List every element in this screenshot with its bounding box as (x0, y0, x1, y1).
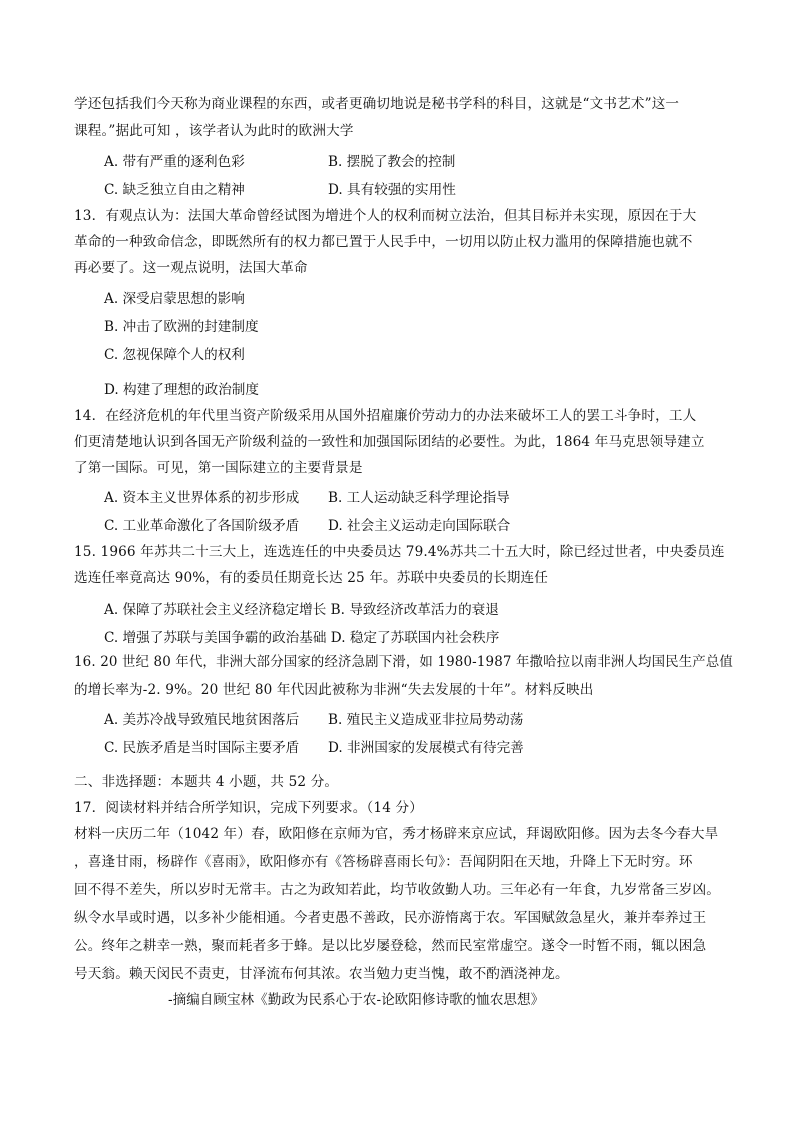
q16-option-b: B. 殖民主义造成亚非拉局势动荡 (328, 712, 524, 728)
q15-stem-line-2: 选连任率竟高达 90%，有的委员任期竟长达 25 年。苏联中央委员的长期连任 (74, 570, 548, 586)
q13-option-b: B. 冲击了欧洲的封建制度 (104, 319, 259, 335)
section-2-heading: 二、非选择题：本题共 4 小题，共 52 分。 (74, 774, 339, 790)
q14-option-a: A. 资本主义世界体系的初步形成 (104, 490, 300, 506)
q16-option-c: C. 民族矛盾是当时国际主要矛盾 (104, 740, 300, 756)
q13-stem-line-2: 革命的一种致命信念，即既然所有的权力都已置于人民手中，一切用以防止权力滥用的保障措施也就不 (74, 234, 693, 250)
q16-option-d: D. 非洲国家的发展模式有待完善 (328, 740, 524, 756)
q14-stem-line-3: 了第一国际。可见，第一国际建立的主要背景是 (74, 460, 363, 476)
q12-stem-line-1: 学还包括我们今天称为商业课程的东西，或者更确切地说是秘书学科的科目，这就是“文书艺术”这一 (74, 96, 680, 112)
q14-option-b: B. 工人运动缺乏科学理论指导 (328, 490, 510, 506)
q13-option-a: A. 深受启蒙思想的影响 (104, 291, 245, 307)
q12-option-c: C. 缺乏独立自由之精神 (104, 182, 245, 198)
q12-option-b: B. 摆脱了教会的控制 (328, 154, 456, 170)
q17-source-citation: -摘编自顾宝林《勤政为民系心于农-论欧阳修诗歌的恤农思想》 (168, 992, 545, 1008)
q14-stem-line-1: 14．在经济危机的年代里当资产阶级采用从国外招雇廉价劳动力的办法来破坏工人的罢工斗争时，工人 (74, 408, 697, 424)
q14-stem-line-2: 们更清楚地认识到各国无产阶级利益的一致性和加强国际团结的必要性。为此，1864 年马克思领导建立 (74, 434, 705, 450)
q15-stem-line-1: 15. 1966 年苏共二十三大上，连选连任的中央委员达 79.4%苏共二十五大时，除已经过世者，中央委员连 (74, 544, 725, 560)
q12-option-d: D. 具有较强的实用性 (328, 182, 456, 198)
q16-option-a: A. 美苏冷战导致殖民地贫困落后 (104, 712, 300, 728)
q14-option-d: D. 社会主义运动走向国际联合 (328, 518, 511, 534)
q17-material-line-6: 号天翁。赖天闵民不责吏，甘泽流布何其浓。农当勉力吏当愧，敢不酌酒浇神龙。 (74, 966, 569, 982)
q13-stem-line-3: 再必要了。这一观点说明，法国大革命 (74, 260, 308, 276)
q17-stem: 17．阅读材料并结合所学知识，完成下列要求。（14 分） (74, 800, 423, 816)
q17-material-line-4: 纵令水旱或时遇，以多补少能相通。今者吏愚不善政，民亦游惰离于农。军国赋敛急星火，兼并奉养过王 (74, 910, 707, 926)
q17-material-line-5: 公。终年之耕幸一熟，聚而耗者多于蜂。是以比岁屡登稔，然而民室常虚空。遂令一时暂不雨，辄以困急 (74, 938, 707, 954)
q12-stem-line-2: 课程。”据此可知 ，该学者认为此时的欧洲大学 (74, 123, 354, 139)
q16-stem-line-1: 16. 20 世纪 80 年代，非洲大部分国家的经济急剧下滑，如 1980-1987 年撒哈拉以南非洲人均国民生产总值 (74, 654, 734, 670)
q16-stem-line-2: 的增长率为-2. 9%。20 世纪 80 年代因此被称为非洲“失去发展的十年”。材料反映出 (74, 682, 594, 698)
q15-options-ab: A. 保障了苏联社会主义经济稳定增长 B. 导致经济改革活力的衰退 (104, 602, 499, 618)
q13-stem-line-1: 13．有观点认为：法国大革命曾经试图为增进个人的权利而树立法治，但其目标并未实现，原因在于大 (74, 208, 697, 224)
q12-option-a: A. 带有严重的逐利色彩 (104, 154, 245, 170)
q13-option-d: D. 构建了理想的政治制度 (104, 382, 259, 398)
q13-option-c: C. 忽视保障个人的权利 (104, 347, 245, 363)
q15-options-cd: C. 增强了苏联与美国争霸的政治基础 D. 稳定了苏联国内社会秩序 (104, 630, 500, 646)
q14-option-c: C. 工业革命激化了各国阶级矛盾 (104, 518, 300, 534)
q17-material-line-1: 材料一庆历二年（1042 年）春，欧阳修在京师为官，秀才杨辟来京应试，拜谒欧阳修。因为去冬今春大旱 (74, 826, 719, 842)
q17-material-line-2: ，喜逢甘雨，杨辟作《喜雨》，欧阳修亦有《答杨辟喜雨长句》：吾闻阴阳在天地，升降上下无时穷。环 (74, 854, 693, 870)
q17-material-line-3: 回不得不差失，所以岁时无常丰。古之为政知若此，均节收敛勤人功。三年必有一年食，九岁常备三岁凶。 (74, 882, 720, 898)
